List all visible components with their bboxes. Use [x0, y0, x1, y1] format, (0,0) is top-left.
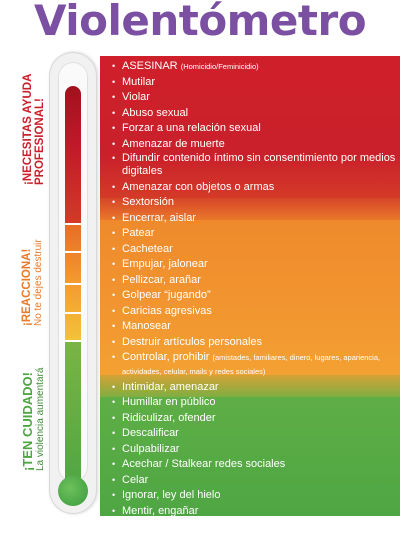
green-section-subtitle: La violencia aumentará: [35, 367, 46, 471]
thermometer-tick: [63, 251, 83, 253]
list-item: [112, 319, 397, 333]
list-item-label: Encerrar, aislar: [122, 211, 196, 224]
list-item: [112, 59, 397, 73]
thermometer-bulb: [58, 476, 88, 506]
list-item: [112, 257, 397, 271]
list-item: [112, 152, 397, 178]
list-item-note: (Homicidio/Feminicidio): [180, 62, 259, 71]
list-item: [112, 535, 397, 549]
list-item-label: Destruir artículos personales: [122, 335, 263, 348]
list-item: [112, 442, 397, 456]
thermometer-tick: [63, 312, 83, 314]
list-item: [112, 519, 397, 533]
thermometer-green-level: [65, 340, 81, 490]
list-item-label: Culpabilizar: [122, 442, 180, 455]
list-item: [112, 121, 397, 135]
list-item-label: Descalificar: [122, 427, 179, 439]
list-item: [112, 457, 397, 471]
list-item-label: Violar: [122, 91, 150, 103]
list-item-label: Sextorsión: [122, 196, 174, 208]
thermometer-red-level: [65, 86, 81, 223]
list-item: [112, 473, 397, 487]
green-section-heading: ¡TEN CUIDADO!: [20, 372, 35, 471]
list-item-label: Humillar en público: [122, 396, 216, 408]
list-item-label: Cachetear: [122, 242, 173, 255]
list-item: [112, 75, 397, 89]
list-item-label: Amenazar con objetos o armas: [122, 180, 275, 193]
list-item: [112, 106, 397, 120]
list-item: [112, 350, 397, 378]
red-section-label: [22, 74, 46, 185]
orange-section-heading: ¡REACCIONA!: [21, 248, 33, 326]
list-item-label: Patear: [122, 227, 155, 239]
thermometer-orange-level: [65, 223, 81, 340]
list-item-label: Chantajear: [122, 520, 176, 532]
list-item: [112, 273, 397, 287]
page-title: Violentómetro: [33, 0, 367, 45]
list-item: [112, 426, 397, 440]
list-item-label: Mutilar: [122, 75, 156, 88]
list-item: [112, 195, 397, 209]
list-item: [112, 380, 397, 394]
list-item: [112, 395, 397, 409]
list-item: [112, 90, 397, 104]
list-item-note: (amistades, familiares, dinero, lugares, apariencia, actividades, celular, mails y redes sociales): [122, 353, 381, 376]
list-item-label: Controlar, prohibir: [122, 351, 210, 363]
list-item-label: Empujar, jalonear: [122, 258, 208, 270]
list-item-label: Ignorar, ley del hielo: [122, 489, 221, 501]
list-item: [112, 411, 397, 425]
thermometer-tick: [63, 223, 83, 225]
list-item-label: Forzar a una relación sexual: [122, 122, 261, 134]
list-item-label: Acechar / Stalkear redes sociales: [122, 458, 286, 470]
list-item-label: ASESINAR: [122, 60, 178, 72]
orange-section-subtitle: No te dejes destruir: [33, 239, 44, 326]
list-item: [112, 226, 397, 240]
red-section-heading: ¡NECESITAS AYUDA: [22, 73, 34, 185]
list-item: [112, 304, 397, 318]
orange-section-label: [21, 239, 44, 326]
list-item: [112, 242, 397, 256]
list-item-label: Pellizcar, arañar: [122, 273, 201, 286]
list-item: [112, 180, 397, 194]
violence-behavior-list: [112, 59, 397, 550]
list-item-label: Ridiculizar, ofender: [122, 411, 216, 424]
list-item-label: Golpear “jugando”: [122, 289, 211, 301]
list-item-label: Caricias agresivas: [122, 304, 212, 317]
list-item: [112, 288, 397, 302]
red-section-heading-line2: PROFESIONAL!: [34, 98, 46, 185]
list-item: [112, 504, 397, 518]
list-item-label: Manosear: [122, 320, 171, 332]
list-item-label: Abuso sexual: [122, 106, 189, 119]
list-item-label: Bromas hirientes: [122, 535, 205, 548]
list-item-label: Difundir contenido íntimo sin consentimiento por medios digitales: [122, 152, 396, 177]
list-item: [112, 137, 397, 151]
list-item: [112, 211, 397, 225]
list-item: [112, 335, 397, 349]
thermometer-tick: [63, 283, 83, 285]
list-item-label: Intimidar, amenazar: [122, 380, 219, 393]
thermometer-tick: [63, 340, 83, 342]
list-item-label: Celar: [122, 473, 149, 486]
list-item-label: Amenazar de muerte: [122, 137, 225, 150]
list-item-label: Mentir, engañar: [122, 504, 199, 517]
list-item: [112, 488, 397, 502]
green-section-label: [21, 368, 46, 471]
